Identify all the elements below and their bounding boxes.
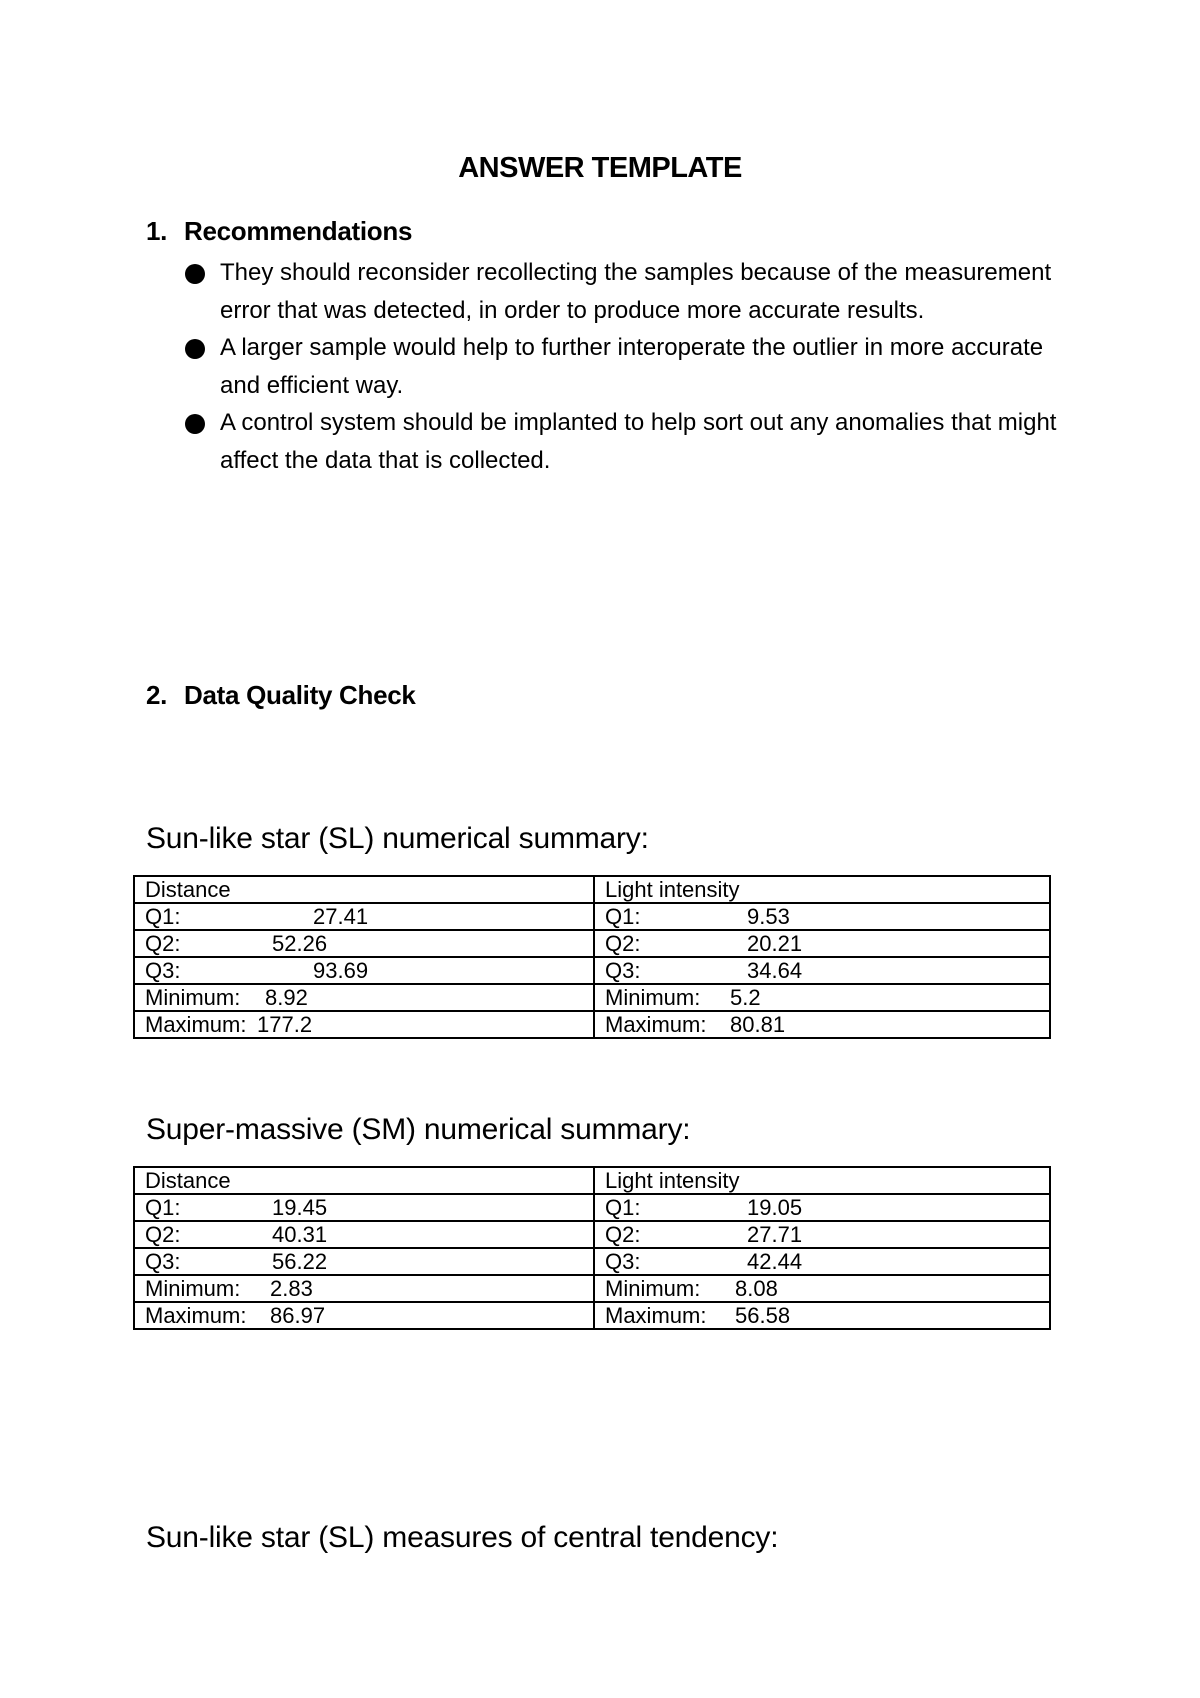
cell-label: Minimum: (145, 1276, 241, 1301)
cell-value: 8.92 (265, 985, 308, 1010)
table-header-row (134, 1167, 1050, 1194)
column-header-light-intensity: Light intensity (594, 1167, 1050, 1194)
distance-cell (134, 1194, 594, 1221)
light-cell (594, 1302, 1050, 1329)
section-label-sl-central-tendency: Sun-like star (SL) measures of central tendency: (146, 1521, 779, 1554)
cell-label: Q1: (145, 1195, 181, 1220)
table-row (134, 957, 1050, 984)
sm-summary-table (133, 1166, 1051, 1330)
cell-value: 9.53 (747, 904, 790, 929)
column-header-distance: Distance (134, 876, 594, 903)
cell-value: 177.2 (257, 1012, 313, 1037)
light-cell (594, 930, 1050, 957)
table-caption-sl-summary: Sun-like star (SL) numerical summary: (146, 822, 649, 855)
table-header-row (134, 876, 1050, 903)
section-heading-recommendations (146, 216, 412, 247)
light-cell (594, 957, 1050, 984)
cell-label: Q3: (605, 1249, 641, 1274)
cell-label: Minimum: (605, 1276, 701, 1301)
cell-value: 34.64 (747, 958, 803, 983)
distance-cell (134, 1011, 594, 1038)
cell-value: 52.26 (272, 931, 328, 956)
cell-value: 42.44 (747, 1249, 803, 1274)
light-cell (594, 1194, 1050, 1221)
cell-value: 27.71 (747, 1222, 803, 1247)
cell-label: Q3: (145, 958, 181, 983)
cell-label: Q2: (605, 1222, 641, 1247)
light-cell (594, 1221, 1050, 1248)
cell-label: Q2: (145, 931, 181, 956)
light-cell (594, 984, 1050, 1011)
cell-label: Q1: (605, 904, 641, 929)
section-heading-data-quality (146, 680, 416, 711)
cell-label: Maximum: (145, 1012, 247, 1037)
cell-label: Maximum: (605, 1012, 707, 1037)
cell-value: 8.08 (735, 1276, 778, 1301)
cell-value: 56.22 (272, 1249, 328, 1274)
table-row (134, 984, 1050, 1011)
cell-label: Q2: (145, 1222, 181, 1247)
distance-cell (134, 903, 594, 930)
table-caption-sm-summary: Super-massive (SM) numerical summary: (146, 1113, 691, 1146)
list-item-text: A control system should be implanted to help sort out any anomalies that might affect the data that is collected. (220, 409, 1057, 474)
table-row (134, 1248, 1050, 1275)
cell-label: Maximum: (605, 1303, 707, 1328)
cell-label: Q3: (605, 958, 641, 983)
light-cell (594, 1011, 1050, 1038)
cell-value: 93.69 (313, 958, 369, 983)
cell-value: 19.45 (272, 1195, 328, 1220)
cell-value: 27.41 (313, 904, 369, 929)
recommendations-list (185, 254, 1065, 479)
light-cell (594, 903, 1050, 930)
cell-label: Q1: (605, 1195, 641, 1220)
table-row (134, 903, 1050, 930)
column-header-distance: Distance (134, 1167, 594, 1194)
table-row (134, 1221, 1050, 1248)
light-cell (594, 1248, 1050, 1275)
cell-value: 80.81 (730, 1012, 786, 1037)
cell-label: Q1: (145, 904, 181, 929)
bullet-icon (185, 414, 205, 434)
list-item-text: They should reconsider recollecting the samples because of the measurement error that was detected, in order to produce more accurate results. (220, 259, 1052, 324)
cell-value: 5.2 (730, 985, 761, 1010)
cell-value: 86.97 (270, 1303, 326, 1328)
light-cell (594, 1275, 1050, 1302)
cell-label: Q3: (145, 1249, 181, 1274)
list-item-text: A larger sample would help to further interoperate the outlier in more accurate and efficient way. (220, 334, 1044, 399)
sl-summary-table (133, 875, 1051, 1039)
distance-cell (134, 1248, 594, 1275)
list-item (185, 404, 1065, 479)
section-title: Data Quality Check (184, 680, 416, 710)
distance-cell (134, 984, 594, 1011)
cell-label: Maximum: (145, 1303, 247, 1328)
table-row (134, 1194, 1050, 1221)
distance-cell (134, 1275, 594, 1302)
distance-cell (134, 930, 594, 957)
list-item (185, 254, 1065, 329)
cell-value: 40.31 (272, 1222, 328, 1247)
column-header-light-intensity: Light intensity (594, 876, 1050, 903)
section-number: 2. (146, 680, 168, 710)
distance-cell (134, 1221, 594, 1248)
bullet-icon (185, 339, 205, 359)
distance-cell (134, 1302, 594, 1329)
page-title: ANSWER TEMPLATE (458, 152, 742, 184)
table-row (134, 1011, 1050, 1038)
cell-label: Minimum: (145, 985, 241, 1010)
section-number: 1. (146, 216, 168, 246)
table-row (134, 1302, 1050, 1329)
distance-cell (134, 957, 594, 984)
table-row (134, 1275, 1050, 1302)
section-title: Recommendations (184, 216, 413, 246)
cell-value: 20.21 (747, 931, 803, 956)
cell-label: Q2: (605, 931, 641, 956)
cell-value: 19.05 (747, 1195, 803, 1220)
table-row (134, 930, 1050, 957)
cell-value: 56.58 (735, 1303, 791, 1328)
list-item (185, 329, 1065, 404)
cell-value: 2.83 (270, 1276, 313, 1301)
bullet-icon (185, 264, 205, 284)
cell-label: Minimum: (605, 985, 701, 1010)
